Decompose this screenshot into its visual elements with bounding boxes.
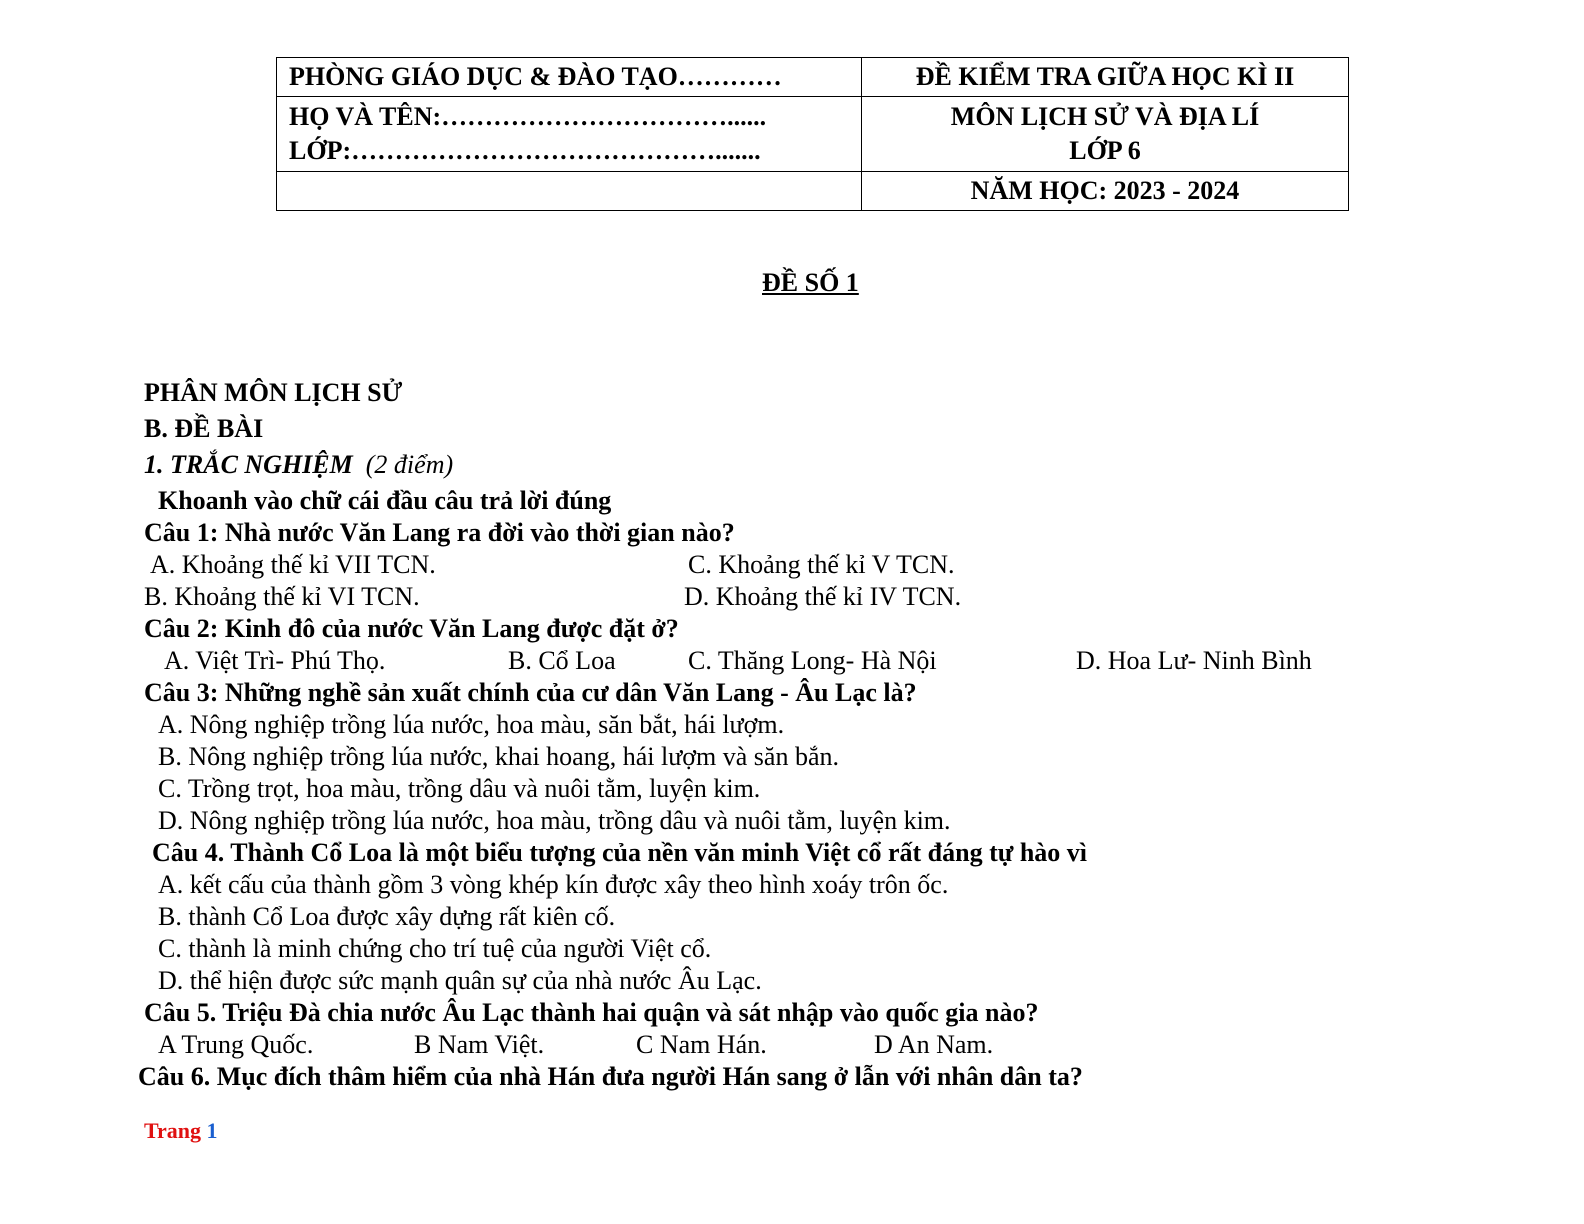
- department-label: PHÒNG GIÁO DỤC & ĐÀO TẠO…………: [289, 62, 782, 91]
- subject-cell: [862, 97, 1349, 172]
- q2-option-d[interactable]: D. Hoa Lư- Ninh Bình: [1076, 646, 1312, 675]
- student-info-cell: [277, 97, 862, 172]
- exam-header-table: [276, 57, 1349, 211]
- exam-code: ĐỀ SỐ 1: [762, 268, 859, 297]
- q1-option-c[interactable]: C. Khoảng thế kỉ V TCN.: [688, 550, 955, 579]
- page-footer: [144, 1116, 218, 1146]
- question-1: Câu 1: Nhà nước Văn Lang ra đời vào thời gian nào?: [144, 518, 735, 547]
- school-year: NĂM HỌC: 2023 - 2024: [970, 176, 1240, 205]
- q4-option-c[interactable]: C. thành là minh chứng cho trí tuệ của người Việt cổ.: [158, 934, 712, 963]
- department-cell: [277, 58, 862, 97]
- part-b-heading: B. ĐỀ BÀI: [144, 414, 264, 443]
- q2-option-b[interactable]: B. Cổ Loa: [508, 646, 616, 675]
- q4-option-b[interactable]: B. thành Cổ Loa được xây dựng rất kiên cố.: [158, 902, 616, 931]
- q5-option-b[interactable]: B Nam Việt.: [414, 1030, 545, 1059]
- q3-option-a[interactable]: A. Nông nghiệp trồng lúa nước, hoa màu, săn bắt, hái lượm.: [158, 710, 785, 739]
- question-2: Câu 2: Kinh đô của nước Văn Lang được đặt ở?: [144, 614, 679, 643]
- part-1-points: (2 điểm): [365, 450, 454, 479]
- page-number: 1: [206, 1118, 218, 1143]
- q1-option-d[interactable]: D. Khoảng thế kỉ IV TCN.: [684, 582, 962, 611]
- name-field: HỌ VÀ TÊN:……………………………......: [289, 102, 767, 131]
- subject-label: MÔN LỊCH SỬ VÀ ĐỊA LÍ: [950, 102, 1260, 131]
- q1-option-b[interactable]: B. Khoảng thế kỉ VI TCN.: [144, 582, 420, 611]
- q2-option-c[interactable]: C. Thăng Long- Hà Nội: [688, 646, 937, 675]
- part-1-title: 1. TRẮC NGHIỆM: [144, 450, 353, 479]
- page-label: Trang: [144, 1118, 202, 1143]
- q3-option-b[interactable]: B. Nông nghiệp trồng lúa nước, khai hoang, hái lượm và săn bắn.: [158, 742, 840, 771]
- q5-option-d[interactable]: D An Nam.: [874, 1030, 994, 1059]
- school-year-cell: [862, 172, 1349, 211]
- question-3: Câu 3: Những nghề sản xuất chính của cư dân Văn Lang - Âu Lạc là?: [144, 678, 917, 707]
- q2-option-a[interactable]: A. Việt Trì- Phú Thọ.: [164, 646, 386, 675]
- q3-option-d[interactable]: D. Nông nghiệp trồng lúa nước, hoa màu, trồng dâu và nuôi tằm, luyện kim.: [158, 806, 951, 835]
- question-4: Câu 4. Thành Cổ Loa là một biểu tượng của nền văn minh Việt cổ rất đáng tự hào vì: [152, 838, 1088, 867]
- q4-option-a[interactable]: A. kết cấu của thành gồm 3 vòng khép kín được xây theo hình xoáy trôn ốc.: [158, 870, 949, 899]
- empty-cell: [277, 172, 862, 211]
- exam-title-cell: [862, 58, 1349, 97]
- q4-option-d[interactable]: D. thể hiện được sức mạnh quân sự của nhà nước Âu Lạc.: [158, 966, 762, 995]
- instruction: Khoanh vào chữ cái đầu câu trả lời đúng: [158, 486, 612, 515]
- q3-option-c[interactable]: C. Trồng trọt, hoa màu, trồng dâu và nuôi tằm, luyện kim.: [158, 774, 761, 803]
- q5-option-c[interactable]: C Nam Hán.: [636, 1030, 767, 1059]
- q5-option-a[interactable]: A Trung Quốc.: [158, 1030, 314, 1059]
- subject-part-heading: PHÂN MÔN LỊCH SỬ: [144, 378, 403, 407]
- question-5: Câu 5. Triệu Đà chia nước Âu Lạc thành hai quận và sát nhập vào quốc gia nào?: [144, 998, 1039, 1027]
- exam-title: ĐỀ KIỂM TRA GIỮA HỌC KÌ II: [915, 62, 1295, 91]
- question-6: Câu 6. Mục đích thâm hiểm của nhà Hán đưa người Hán sang ở lẫn với nhân dân ta?: [138, 1062, 1083, 1091]
- part-1-heading: [144, 450, 453, 480]
- class-field: LỚP:…………………………………….......: [289, 136, 761, 165]
- q1-option-a[interactable]: A. Khoảng thế kỉ VII TCN.: [150, 550, 436, 579]
- grade-label: LỚP 6: [1069, 136, 1141, 165]
